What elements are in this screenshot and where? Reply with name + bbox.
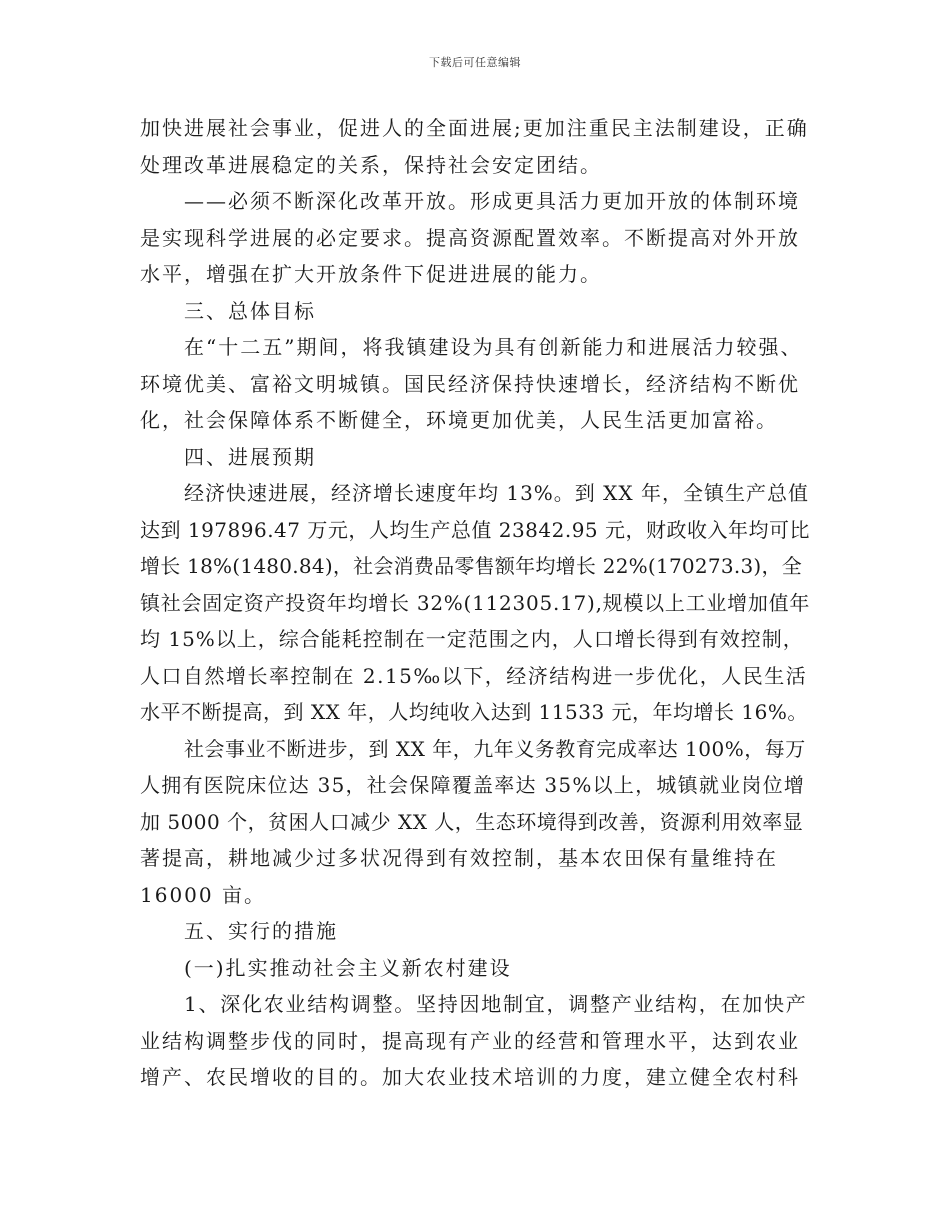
text-line: 16000 亩。 <box>140 882 266 907</box>
document-body <box>140 110 810 1096</box>
text-line: 1、深化农业结构调整。坚持因地制宜，调整产业结构，在加快产 <box>184 992 808 1016</box>
text-line: 著提高，耕地减少过多状况得到有效控制，基本农田保有量维持在 <box>140 846 778 870</box>
text-line: 经济快速进展，经济增长速度年均 13%。到 XX 年，全镇生产总值 <box>184 481 810 505</box>
text-line: 五、实行的措施 <box>184 919 338 943</box>
text-line: 增长 18%(1480.84)，社会消费品零售额年均增长 22%(170273.3)，全 <box>140 554 802 578</box>
text-line: 业结构调整步伐的同时，提高现有产业的经营和管理水平，达到农业 <box>140 1028 800 1053</box>
text-line: ——必须不断深化改革开放。形成更具活力更加开放的体制环境 <box>184 189 800 213</box>
text-line: 加快进展社会事业，促进人的全面进展;更加注重民主法制建设，正确 <box>140 116 809 140</box>
page-header: 下载后可任意编辑 <box>429 56 521 69</box>
text-line: 是实现科学进展的必定要求。提高资源配置效率。不断提高对外开放 <box>140 225 800 250</box>
text-line: 人拥有医院床位达 35，社会保障覆盖率达 35%以上，城镇就业岗位增 <box>140 773 806 797</box>
text-line: 增产、农民增收的目的。加大农业技术培训的力度，建立健全农村科 <box>140 1065 800 1089</box>
text-line: 处理改革进展稳定的关系，保持社会安定团结。 <box>140 152 602 177</box>
text-line: 社会事业不断进步，到 XX 年，九年义务教育完成率达 100%，每万 <box>184 736 806 761</box>
text-line: 水平，增强在扩大开放条件下促进进展的能力。 <box>140 262 602 286</box>
text-line: 达到 197896.47 万元，人均生产总值 23842.95 元，财政收入年均可比 <box>140 517 811 542</box>
text-line: 环境优美、富裕文明城镇。国民经济保持快速增长，经济结构不断优 <box>140 371 800 396</box>
text-line: 水平不断提高，到 XX 年，人均纯收入达到 11533 元，年均增长 16%。 <box>140 700 808 724</box>
text-line: 在“十二五”期间，将我镇建设为具有创新能力和进展活力较强、 <box>184 335 803 359</box>
text-line: 均 15%以上，综合能耗控制在一定范围之内，人口增长得到有效控制， <box>140 627 804 651</box>
text-line: 化，社会保障体系不断健全，环境更加优美，人民生活更加富裕。 <box>140 408 778 432</box>
text-line: (一)扎实推动社会主义新农村建设 <box>184 955 512 980</box>
text-line: 加 5000 个，贫困人口减少 XX 人，生态环境得到改善，资源利用效率显 <box>140 809 804 834</box>
text-line: 镇社会固定资产投资年均增长 32%(112305.17),规模以上工业增加值年 <box>140 590 811 615</box>
text-line: 三、总体目标 <box>184 298 316 323</box>
text-line: 四、进展预期 <box>184 444 316 469</box>
text-line: 人口自然增长率控制在 2.15‰以下，经济结构进一步优化，人民生活 <box>140 663 808 688</box>
